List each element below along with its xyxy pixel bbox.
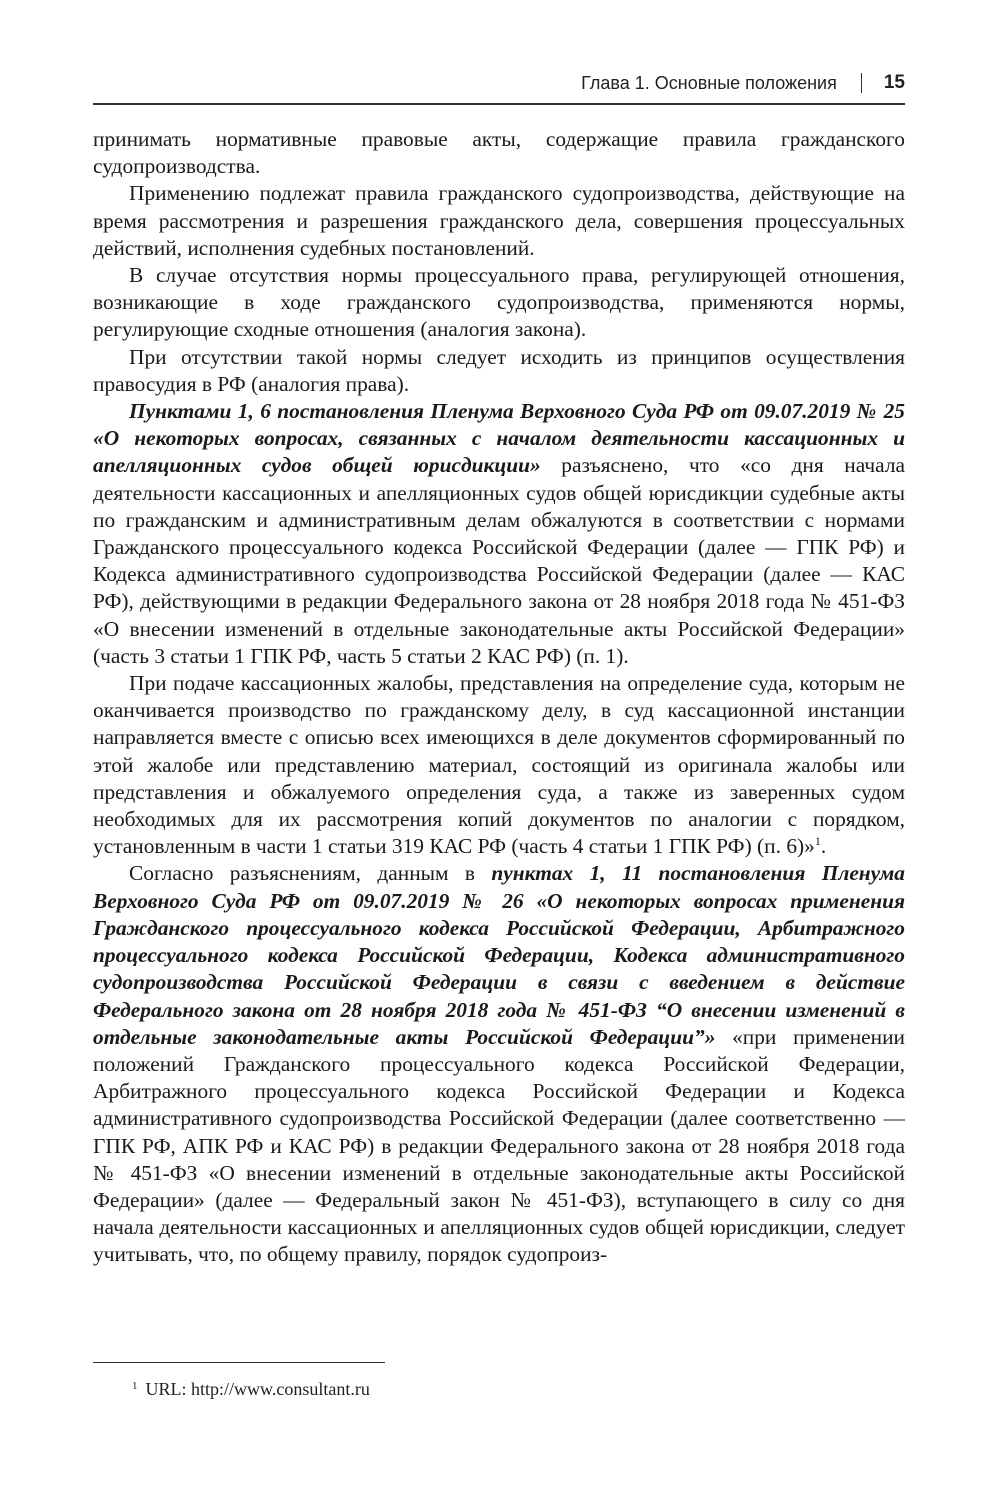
paragraph-5-citation: Пунктами 1, 6 постановления Пленума Верховного Суда РФ от 09.07.2019 № 25 «О некоторых вопросах, связанных с началом деятельности кассационных и апелляционных судов общей юрисдикции» <box>93 399 905 478</box>
header-rule <box>93 103 905 105</box>
footnote <box>132 1374 832 1401</box>
footnote-text: URL: http://www.consultant.ru <box>145 1379 370 1399</box>
paragraph-3: В случае отсутствия нормы процессуального права, регулирующей отношения, возникающие в ходе гражданского судопроизводства, применяются нормы, регулирующие сходные отношения (аналогия закона). <box>93 263 905 342</box>
paragraph-7 <box>93 860 905 1268</box>
paragraph-1: принимать нормативные правовые акты, содержащие правила гражданского судопроизводства. <box>93 127 905 179</box>
chapter-title: Глава 1. Основные положения <box>581 72 837 93</box>
footnote-rule <box>93 1362 385 1363</box>
footnote-reference: 1 <box>814 834 821 849</box>
paragraph-4: При отсутствии такой нормы следует исходить из принципов осуществления правосудия в РФ (аналогия права). <box>93 344 905 396</box>
paragraph-6-end: . <box>820 834 827 859</box>
paragraph-7-lead: Согласно разъяснениям, данным в <box>129 861 492 886</box>
paragraph-2: Применению подлежат правила гражданского судопроизводства, действующие на время рассмотрения и разрешения гражданского дела, совершения процессуальных действий, исполнения судебных постановлений. <box>93 181 905 260</box>
paragraph-6-text: При подаче кассационных жалобы, представления на определение суда, которым не оканчивается производство по гражданскому делу, в суд кассационной инстанции направляется вместе с описью всех имеющихся в деле документов сформированный по этой жалобе или представлению материал, состоящий из оригинала жалобы или представления и обжалуемого определения суда, а также из заверенных судом необходимых для их рассмотрения копий документов по аналогии с порядком, установленным в части 1 статьи 319 КАС РФ (часть 4 статьи 1 ГПК РФ) (п. 6)» <box>93 671 905 859</box>
page-number: 15 <box>883 72 905 93</box>
footnote-number: 1 <box>132 1380 138 1392</box>
paragraph-7-text: «при применении положений Гражданского процессуального кодекса Российской Федерации, Арбитражного процессуального кодекса Российской Федерации и Кодекса административного судопроизводства Российской Федерации (далее соответственно — ГПК РФ, АПК РФ и КАС РФ) в редакции Федерального закона от 28 ноября 2018 года № 451-ФЗ «О внесении изменений в отдельные законодательные акты Российской Федерации» (далее — Федеральный закон № 451-ФЗ), вступающего в силу со дня начала деятельности кассационных и апелляционных судов общей юрисдикции, следует учитывать, что, по общему правилу, порядок судопроиз- <box>93 1024 905 1267</box>
header-separator <box>861 73 862 93</box>
paragraph-7-citation: пунктах 1, 11 постановления Пленума Верховного Суда РФ от 09.07.2019 № 26 «О некоторых вопросах применения Гражданского процессуального кодекса Российской Федерации, Арбитражного процессуального кодекса Российской Федерации, Кодекса административного судопроизводства Российской Федерации в связи с введением в действие Федерального закона от 28 ноября 2018 года № 451-ФЗ “О внесении изменений в отдельные законодательные акты Российской Федерации”» <box>93 861 905 1049</box>
paragraph-5 <box>93 398 905 670</box>
paragraph-6 <box>93 670 905 860</box>
paragraph-5-text: разъяснено, что «со дня начала деятельности кассационных и апелляционных судов общей юрисдикции судебные акты по гражданским и административным делам обжалуются в соответствии с нормами Гражданского процессуального кодекса Российской Федерации (далее — ГПК РФ) и Кодекса административного судопроизводства Российской Федерации (далее — КАС РФ), действующими в редакции Федерального закона от 28 ноября 2018 года № 451-ФЗ «О внесении изменений в отдельные законодательные акты Российской Федерации» (часть 3 статьи 1 ГПК РФ, часть 5 статьи 2 КАС РФ) (п. 1). <box>93 453 905 668</box>
body-text <box>93 126 905 1269</box>
running-head <box>93 66 905 100</box>
